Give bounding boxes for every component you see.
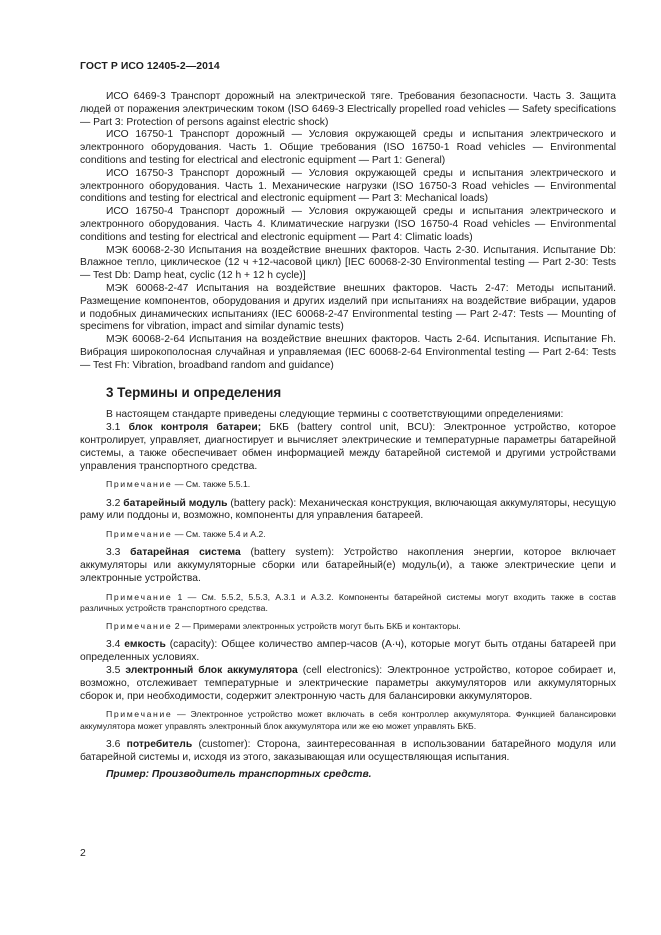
term-3-4 — [80, 639, 616, 665]
note-label: Примечание — [106, 479, 173, 490]
term-3-1 — [80, 422, 616, 473]
term-name: блок контроля батареи; — [128, 422, 262, 434]
note-3-5 — [80, 709, 616, 731]
note-3-1 — [80, 479, 616, 490]
term-3-3 — [80, 547, 616, 585]
term-3-2 — [80, 498, 616, 524]
reference-iec-60068-2-64: МЭК 60068-2-64 Испытания на воздействие внешних факторов. Часть 2-64. Испытания. Испытание Fh. Вибрация широкополосная случайная и управляемая (IEC 60068-2-64 Environmental testing — Part 2-64: Tests — Test Fh: Vibration, broadband random and guidance) — [80, 334, 616, 371]
note-label: Примечание — [106, 621, 173, 632]
note-text: — Электронное устройство может включать в себя контроллер аккумулятора. Функцией балансировки аккумулятора может управлять электронный блок аккумулятора или же ею может управлять БКБ. — [80, 709, 616, 731]
section-heading: 3 Термины и определения — [106, 384, 282, 400]
term-name: емкость — [124, 639, 166, 651]
term-number: 3.3 — [106, 547, 121, 559]
term-name: батарейная система — [130, 547, 241, 559]
term-definition: (capacity): Общее количество ампер-часов (А·ч), которые могут быть отданы батареей при определенных условиях. — [80, 639, 616, 664]
example-3-6: Пример: Производитель транспортных средств. — [106, 769, 372, 781]
note-text: — См. также 5.4 и А.2. — [172, 529, 266, 540]
note-3-3-2 — [80, 621, 616, 632]
reference-iso-16750-1: ИСО 16750-1 Транспорт дорожный — Условия окружающей среды и испытания электрического и электронного оборудования. Часть 1. Общие требования (ISO 16750-1 Road vehicles — Environmental conditions and testing for electrical and electronic equipment — Part 1: General) — [80, 129, 616, 166]
reference-iso-16750-4: ИСО 16750-4 Транспорт дорожный — Условия окружающей среды и испытания электрического и электронного оборудования. Часть 4. Климатические нагрузки (ISO 16750-4 Road vehicles — Environmental conditions and testing for electrical and electronic equipment — Part 4: Climatic loads) — [80, 206, 616, 243]
term-name: потребитель — [126, 738, 193, 750]
term-number: 3.1 — [106, 422, 121, 434]
term-definition: (cell electronics): Электронное устройство, которое собирает и, возможно, отслеживает температурные и электрические параметры аккумуляторов или аккумуляторных сборок и, при необходимости, содержит электронную часть для балансировки аккумуляторов. — [80, 664, 616, 702]
note-label: Примечание — [106, 529, 173, 540]
standard-header: ГОСТ Р ИСО 12405-2—2014 — [80, 61, 220, 72]
term-number: 3.5 — [106, 664, 121, 676]
term-3-6 — [80, 739, 616, 765]
term-definition: (battery system): Устройство накопления энергии, которое включает аккумуляторы или аккумуляторные сборки или батарейный(е) модуль(и), а также электрические цепи и электронные устройства. — [80, 547, 616, 584]
document-body — [80, 91, 616, 792]
note-label: Примечание — [106, 709, 173, 720]
section-intro: В настоящем стандарте приведены следующие термины с соответствующими определениями: — [106, 409, 564, 421]
term-definition: БКБ (battery control unit, BCU): Электронное устройство, которое контролирует, управляет, диагностирует и вычисляет электрические и температурные параметры батарейной системы, а также обеспечивает обмен информацией между батарейной системой и другими устройствами управления транспортного средства. — [80, 422, 616, 472]
term-3-5 — [80, 665, 616, 703]
note-3-2 — [80, 529, 616, 540]
term-number: 3.2 — [106, 497, 121, 509]
page-number: 2 — [80, 848, 86, 859]
note-text: 2 — Примерами электронных устройств могут быть БКБ и контакторы. — [172, 621, 461, 632]
note-label: Примечание — [106, 591, 173, 602]
reference-iso-6469-3: ИСО 6469-3 Транспорт дорожный на электрической тяге. Требования безопасности. Часть 3. Защита людей от поражения электрическим током (ISO 6469-3 Electrically propelled road vehicles — Safety specifications — Part 3: Protection of persons against electric shock) — [80, 91, 616, 128]
term-name: электронный блок аккумулятора — [125, 664, 298, 676]
reference-iso-16750-3: ИСО 16750-3 Транспорт дорожный — Условия окружающей среды и испытания электрического и электронного оборудования. Часть 1. Механические нагрузки (ISO 16750-3 Road vehicles — Environmental conditions and testing for electrical and electronic equipment — Part 3: Mechanical loads) — [80, 167, 616, 205]
term-name: батарейный модуль — [123, 497, 228, 509]
note-text: — См. также 5.5.1. — [172, 479, 251, 490]
term-definition: (customer): Сторона, заинтересованная в использовании батарейного модуля или батарейной системы и, исходя из этого, заказывающая или осуществляющая испытания. — [80, 738, 616, 763]
reference-iec-60068-2-47: МЭК 60068-2-47 Испытания на воздействие внешних факторов. Часть 2-47: Методы испытаний. Размещение компонентов, оборудования и других изделий при испытаниях на воздействие вибрации, ударов и подобных динамических испытаниях (IEC 60068-2-47 Environmental testing — Part 2-47: Tests — Mounting of specimens for vibration, impact and similar dynamic tests) — [80, 282, 616, 333]
term-number: 3.4 — [106, 639, 121, 651]
reference-iec-60068-2-30: МЭК 60068-2-30 Испытания на воздействие внешних факторов. Часть 2-30. Испытания. Испытание Db: Влажное тепло, циклическое (12 ч +12-часовой цикл) [IEC 60068-2-30 Environmental testing — Part 2-30: Tests — Test Db: Damp heat, cyclic (12 h + 12 h cycle)] — [80, 244, 616, 282]
term-definition: (battery pack): Механическая конструкция, включающая аккумуляторы, несущую раму или поддоны и, возможно, компоненты для управления батареей. — [80, 497, 617, 522]
term-number: 3.6 — [106, 738, 121, 750]
note-3-3-1 — [80, 592, 616, 614]
note-text: 1 — См. 5.5.2, 5.5.3, А.3.1 и А.3.2. Компоненты батарейной системы могут входить также в состав различных устройств транспортного средства. — [80, 591, 616, 613]
